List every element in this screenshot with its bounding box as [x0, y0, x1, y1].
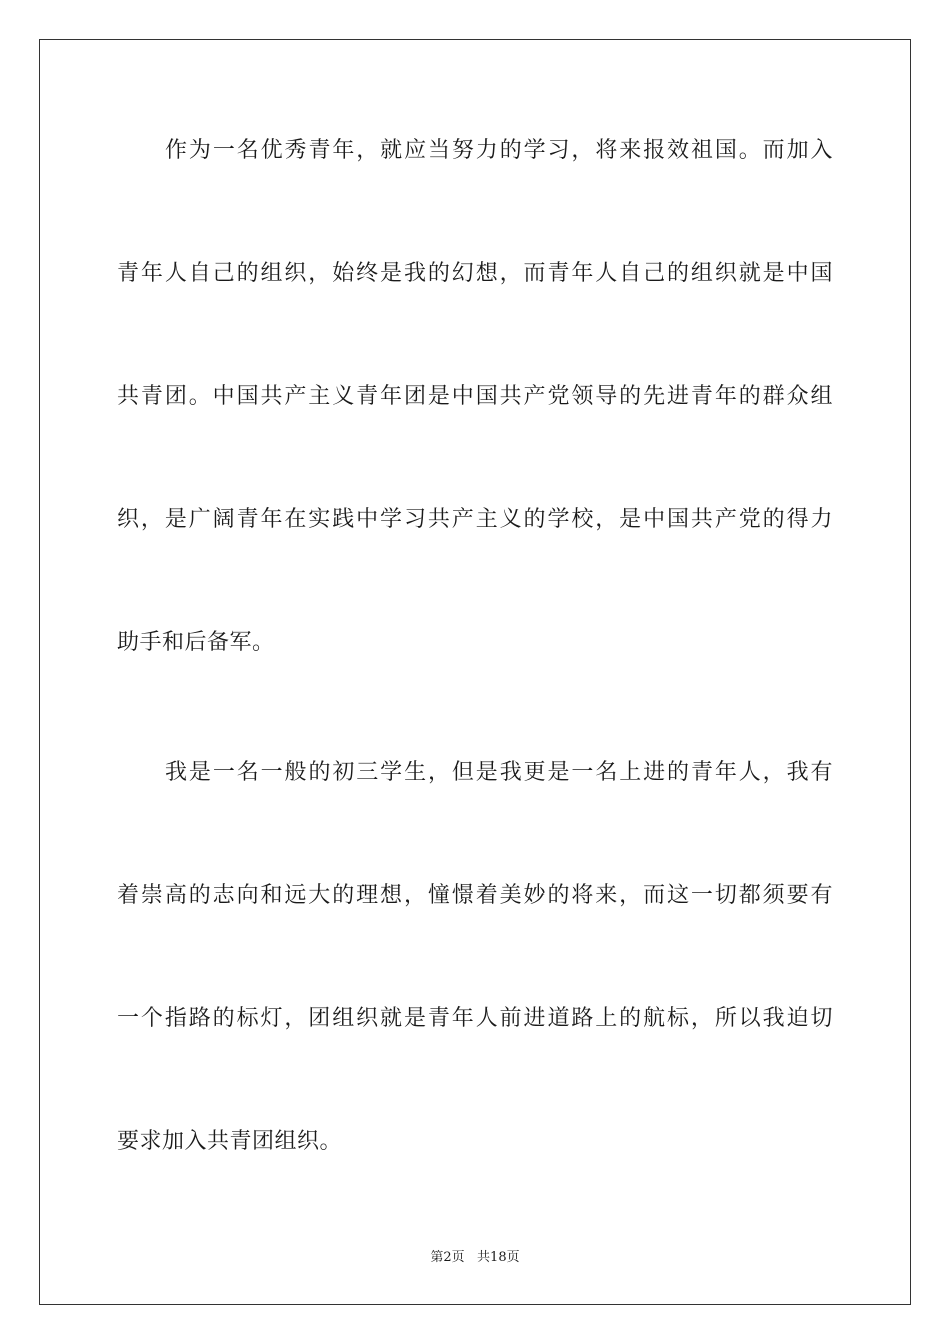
paragraph-1-line-4: 织，是广阔青年在实践中学习共产主义的学校，是中国共产党的得力: [117, 507, 833, 532]
paragraph-1-line-5: 助手和后备军。: [117, 630, 275, 655]
paragraph-1-line-2: 青年人自己的组织，始终是我的幻想，而青年人自己的组织就是中国: [117, 261, 833, 286]
paragraph-2-line-3: 一个指路的标灯，团组织就是青年人前进道路上的航标，所以我迫切: [117, 1006, 833, 1031]
paragraph-2-line-2: 着崇高的志向和远大的理想，憧憬着美妙的将来，而这一切都须要有: [117, 883, 833, 908]
page-border: [39, 39, 911, 1305]
paragraph-2-line-1: 我是一名一般的初三学生，但是我更是一名上进的青年人，我有: [165, 760, 833, 785]
page-number-footer: 第2页 共18页: [430, 1250, 520, 1265]
paragraph-2-line-4: 要求加入共青团组织。: [117, 1129, 343, 1154]
paragraph-1-line-3: 共青团。中国共产主义青年团是中国共产党领导的先进青年的群众组: [117, 384, 833, 409]
paragraph-1-line-1: 作为一名优秀青年，就应当努力的学习，将来报效祖国。而加入: [165, 138, 833, 163]
